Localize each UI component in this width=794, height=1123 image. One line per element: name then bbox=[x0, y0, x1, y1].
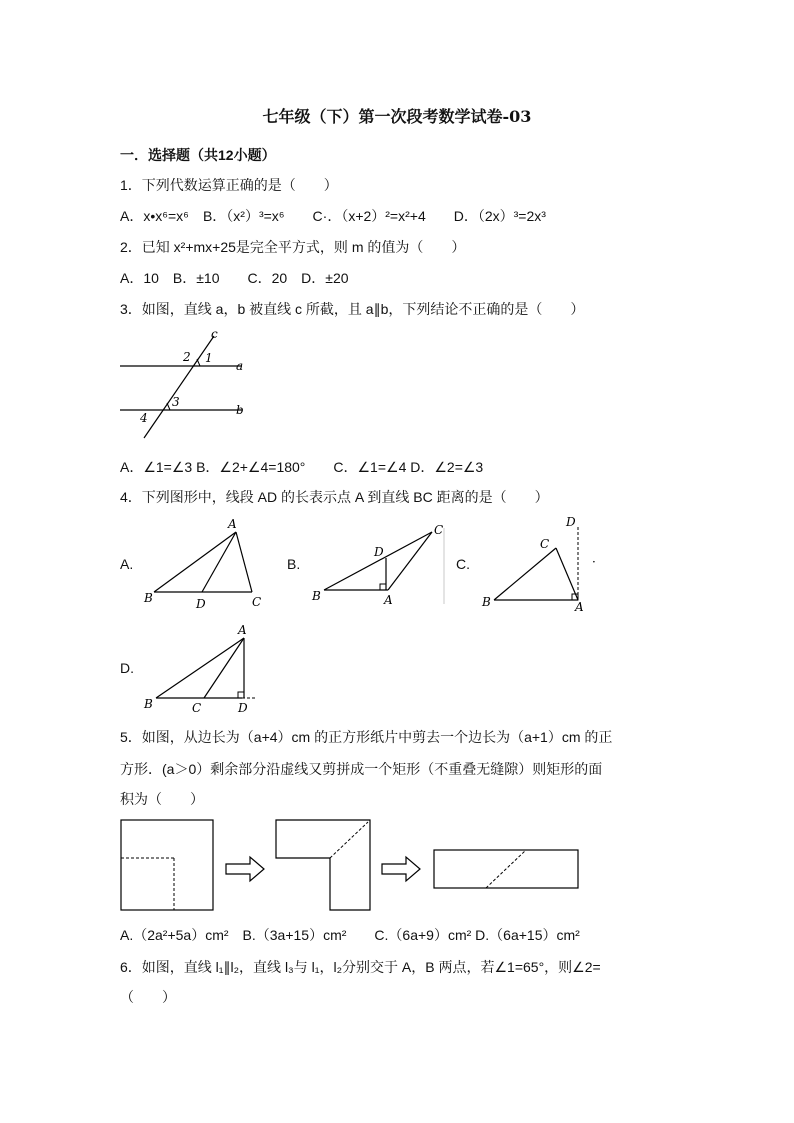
q2-options: A．10 B．±10 C．20 D．±20 bbox=[120, 270, 349, 286]
q4d-point-d: D bbox=[238, 701, 248, 715]
q1-stem: 1．下列代数运算正确的是（ ） bbox=[120, 177, 338, 193]
q3-options: A．∠1=∠3 B．∠2+∠4=180° C．∠1=∠4 D．∠2=∠3 bbox=[120, 459, 484, 475]
q3-angle-4: 4 bbox=[140, 411, 148, 425]
q5-stem-line1: 5．如图，从边长为（a+4）cm 的正方形纸片中剪去一个边长为（a+1）cm 的正 bbox=[120, 729, 613, 745]
q4a-point-b: B bbox=[144, 591, 153, 605]
section-heading: 一．选择题（共12小题） bbox=[120, 147, 276, 163]
q4c-point-a: A bbox=[575, 600, 584, 614]
svg-text:·: · bbox=[592, 555, 596, 569]
q3-label-b: b bbox=[236, 403, 244, 417]
q3-label-a: a bbox=[236, 359, 244, 373]
q4-option-c-label: C. bbox=[456, 556, 470, 572]
q3-stem: 3．如图，直线 a，b 被直线 c 所截，且 a∥b，下列结论不正确的是（ ） bbox=[120, 301, 585, 317]
q4a-point-d: D bbox=[196, 597, 206, 611]
q5-square-cut-figure bbox=[118, 816, 588, 916]
q4b-point-c: C bbox=[434, 523, 444, 537]
q4-option-a-label: A. bbox=[120, 556, 134, 572]
q6-stem-line2: （ ） bbox=[120, 989, 176, 1005]
q2-stem: 2．已知 x²+mx+25是完全平方式，则 m 的值为（ ） bbox=[120, 239, 466, 255]
q3-parallel-lines-figure bbox=[118, 326, 258, 446]
q4-figure-b bbox=[308, 520, 453, 610]
q3-angle-1: 1 bbox=[205, 351, 213, 365]
q5-stem-line2: 方形．(a＞0）剩余部分沿虚线又剪拼成一个矩形（不重叠无缝隙）则矩形的面 bbox=[120, 761, 603, 777]
q4-option-d-label: D. bbox=[120, 660, 134, 676]
page-title: 七年级（下）第一次段考数学试卷-03 bbox=[262, 107, 532, 126]
q4c-point-b: B bbox=[482, 595, 491, 609]
q4d-point-b: B bbox=[144, 697, 153, 711]
q4a-point-a: A bbox=[228, 517, 237, 531]
q4d-point-c: C bbox=[192, 701, 202, 715]
q4-option-b-label: B. bbox=[287, 556, 301, 572]
q6-stem-line1: 6．如图，直线 l₁∥l₂，直线 l₃与 l₁，l₂分别交于 A，B 两点，若∠1=65°，则∠2= bbox=[120, 959, 601, 975]
q4b-point-b: B bbox=[312, 589, 321, 603]
q4b-point-a: A bbox=[384, 593, 393, 607]
q3-angle-2: 2 bbox=[183, 350, 191, 364]
q3-label-c: c bbox=[211, 327, 218, 341]
q4a-point-c: C bbox=[252, 595, 262, 609]
q4b-point-d: D bbox=[374, 545, 384, 559]
q4-figure-c bbox=[478, 514, 608, 614]
q4c-point-c: C bbox=[540, 537, 550, 551]
q5-stem-line3: 积为（ ） bbox=[120, 791, 204, 807]
q4c-point-d: D bbox=[566, 515, 576, 529]
q4-figure-a bbox=[140, 514, 270, 614]
q3-angle-3: 3 bbox=[172, 395, 180, 409]
q1-options: A．x•x⁶=x⁶ B．（x²）³=x⁶ C·．（x+2）²=x²+4 D．（2x）³=2x³ bbox=[120, 208, 546, 224]
q4-stem: 4．下列图形中，线段 AD 的长表示点 A 到直线 BC 距离的是（ ） bbox=[120, 489, 549, 505]
q4d-point-a: A bbox=[238, 623, 247, 637]
q5-options: A.（2a²+5a）cm² B.（3a+15）cm² C.（6a+9）cm² D.（6a+15）cm² bbox=[120, 927, 580, 943]
q4-figure-d bbox=[140, 620, 280, 715]
